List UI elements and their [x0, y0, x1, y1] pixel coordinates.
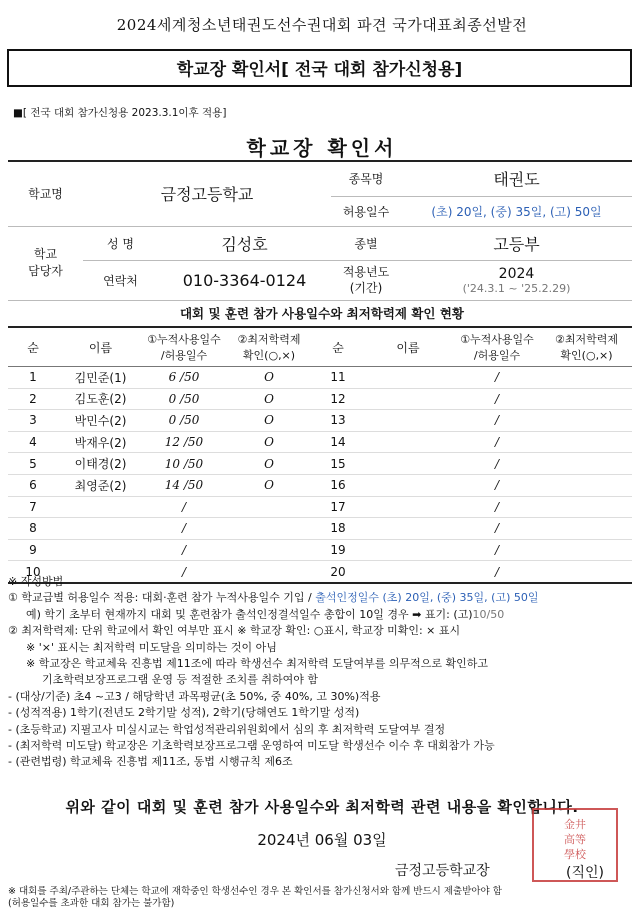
- footer-line-2: (허용일수를 초과한 대회 참가는 불가함): [8, 898, 175, 909]
- guide-line-5: ※ 학교장은 학교체육 진흥법 제11조에 따라 학생선수 최저학력 도달여부를 의무적으로 확인하고: [26, 657, 488, 671]
- row-check: O: [225, 410, 313, 432]
- row-name: 최영준(2): [58, 474, 143, 496]
- row-days: /: [143, 518, 225, 540]
- row-num-2: 18: [313, 518, 363, 540]
- row-days: 0 /50: [143, 388, 225, 410]
- row-check-2: [541, 453, 632, 475]
- row-name-2: [363, 518, 453, 540]
- header-num-2: 순: [313, 327, 363, 367]
- guide-line-2: 예) 학기 초부터 현재까지 대회 및 훈련참가 출석인정결석일수 총합이 10일 경우 ➡ 표기: (고)10/50: [26, 607, 505, 621]
- list-header-row: [8, 327, 632, 367]
- table-row: [8, 539, 632, 561]
- row-days: /: [143, 496, 225, 518]
- header-days: ①누적사용일수 /허용일수: [143, 327, 225, 367]
- row-num-2: 17: [313, 496, 363, 518]
- row-days-2: /: [453, 539, 541, 561]
- row-name-2: [363, 388, 453, 410]
- row-name-2: [363, 539, 453, 561]
- row-check: O: [225, 474, 313, 496]
- guide-line-6: 기초학력보장프로그램 운영 등 적절한 조치를 취하여야 함: [42, 673, 319, 687]
- header-check: ②최저학력제 확인(○,×): [225, 327, 313, 367]
- sport-label: 종목명: [331, 161, 401, 196]
- header-days-2: ①누적사용일수 /허용일수: [453, 327, 541, 367]
- row-num: 7: [8, 496, 58, 518]
- row-days: 6 /50: [143, 367, 225, 389]
- school-label: 학교명: [8, 161, 83, 226]
- row-name: 박민수(2): [58, 410, 143, 432]
- confirm-date: 2024년 06월 03일: [257, 831, 387, 849]
- division-value: 고등부: [401, 226, 632, 260]
- table-row: [8, 474, 632, 496]
- row-check-2: [541, 388, 632, 410]
- row-num-2: 20: [313, 561, 363, 583]
- table-row: [8, 453, 632, 475]
- row-check-2: [541, 518, 632, 540]
- header-num: 순: [8, 327, 58, 367]
- guide-title: ※ 작성방법: [8, 575, 64, 588]
- row-check-2: [541, 539, 632, 561]
- row-name-2: [363, 410, 453, 432]
- row-name-2: [363, 474, 453, 496]
- row-days-2: /: [453, 410, 541, 432]
- division-label: 종별: [331, 226, 401, 260]
- row-name: [58, 539, 143, 561]
- official-seal-icon: 金井 高等 學校: [532, 808, 618, 882]
- name-value: 김성호: [221, 234, 268, 254]
- table-row: [8, 496, 632, 518]
- confirm-statement: 위와 같이 대회 및 훈련 참가 사용일수와 최저학력 관련 내용을 확인합니다.: [65, 798, 579, 816]
- row-days-2: /: [453, 367, 541, 389]
- table-row: [8, 367, 632, 389]
- row-days: 0 /50: [143, 410, 225, 432]
- row-num-2: 12: [313, 388, 363, 410]
- row-num: 5: [8, 453, 58, 475]
- row-name: 김도훈(2): [58, 388, 143, 410]
- guide-line-4: ※ '×' 표시는 최저학력 미도달을 의미하는 것이 아님: [26, 640, 277, 654]
- guide-section: [8, 574, 632, 771]
- guide-line-7: - (대상/기준) 초4 ~고3 / 해당학년 과목평균(초 50%, 중 40%, 고 30%)적용: [8, 689, 381, 703]
- guide-line-10: - (최저학력 미도달) 학교장은 기초학력보장프로그램 운영하여 미도달 학생선수 이수 후 대회참가 가능: [8, 739, 495, 753]
- row-check: O: [225, 388, 313, 410]
- row-days-2: /: [453, 474, 541, 496]
- allow-value: (초) 20일, (중) 35일, (고) 50일: [401, 196, 632, 226]
- contact-label: 연락처: [103, 273, 138, 288]
- row-days-2: /: [453, 496, 541, 518]
- row-name-2: [363, 367, 453, 389]
- list-body: [8, 367, 632, 583]
- sport-value: 태권도: [401, 161, 632, 196]
- footer-note: [8, 886, 632, 910]
- row-num-2: 14: [313, 431, 363, 453]
- seal-label: (직인): [566, 865, 604, 881]
- list-title: 대회 및 훈련 참가 사용일수와 최저학력제 확인 현황: [179, 306, 465, 321]
- year-value: 2024: [498, 265, 535, 282]
- row-name-2: [363, 496, 453, 518]
- row-days-2: /: [453, 453, 541, 475]
- header-check-2: ②최저학력제 확인(○,×): [541, 327, 632, 367]
- form-title-box: 학교장 확인서[ 전국 대회 참가신청용]: [7, 49, 632, 87]
- row-name: 박재우(2): [58, 431, 143, 453]
- header-name: 이름: [58, 327, 143, 367]
- row-days-2: /: [453, 518, 541, 540]
- guide-line-1: ① 학교급별 허용일수 적용: 대회·훈련 참가 누적사용일수 기입 / 출석인정일수 (초) 20일, (중) 35일, (고) 50일: [8, 591, 539, 605]
- event-title: 2024세계청소년태권도선수권대회 파견 국가대표최종선발전: [116, 16, 528, 34]
- row-check: [225, 496, 313, 518]
- row-name: 이태경(2): [58, 453, 143, 475]
- table-row: [8, 410, 632, 432]
- row-check-2: [541, 367, 632, 389]
- row-num: 4: [8, 431, 58, 453]
- period-value: ('24.3.1 ~ '25.2.29): [462, 281, 571, 295]
- allow-label: 허용일수: [331, 196, 401, 226]
- row-days-2: /: [453, 431, 541, 453]
- student-list-table: [8, 326, 632, 584]
- row-num: 1: [8, 367, 58, 389]
- row-days: 12 /50: [143, 431, 225, 453]
- guide-line-11: - (관련법령) 학교체육 진흥법 제11조, 동법 시행규칙 제6조: [8, 755, 293, 769]
- row-num: 6: [8, 474, 58, 496]
- row-days-2: /: [453, 388, 541, 410]
- manager-label: 학교 담당자: [8, 226, 83, 300]
- row-check-2: [541, 431, 632, 453]
- info-table: [8, 160, 632, 301]
- row-num: 3: [8, 410, 58, 432]
- contact-value: 010-3364-0124: [182, 270, 307, 290]
- row-name: [58, 518, 143, 540]
- row-check: O: [225, 431, 313, 453]
- row-days-2: /: [453, 561, 541, 583]
- row-check: O: [225, 453, 313, 475]
- row-num: 8: [8, 518, 58, 540]
- signer-name: 금정고등학교장: [395, 863, 490, 879]
- row-check: [225, 518, 313, 540]
- guide-line-3: ② 최저학력제: 단위 학교에서 확인 여부만 표시 ※ 학교장 확인: ○표시, 학교장 미확인: × 표시: [8, 624, 461, 638]
- row-num-2: 15: [313, 453, 363, 475]
- row-check-2: [541, 474, 632, 496]
- table-row: [8, 431, 632, 453]
- row-num-2: 11: [313, 367, 363, 389]
- row-num: 2: [8, 388, 58, 410]
- form-note: ■[ 전국 대회 참가신청용 2023.3.1이후 적용]: [13, 107, 227, 119]
- header-name-2: 이름: [363, 327, 453, 367]
- row-name-2: [363, 453, 453, 475]
- table-row: [8, 388, 632, 410]
- row-num-2: 19: [313, 539, 363, 561]
- guide-line-8: - (성적적용) 1학기(전년도 2학기말 성적), 2학기(당해연도 1학기말 성적): [8, 706, 360, 720]
- guide-line-9: - (초등학교) 지필고사 미실시교는 학업성적관리위원회에서 심의 후 최저학력 도달여부 결정: [8, 722, 446, 736]
- row-name: [58, 496, 143, 518]
- row-name-2: [363, 431, 453, 453]
- row-days: /: [143, 539, 225, 561]
- row-check-2: [541, 410, 632, 432]
- row-num-2: 13: [313, 410, 363, 432]
- row-check-2: [541, 496, 632, 518]
- row-days: 10 /50: [143, 453, 225, 475]
- school-value: 금정고등학교: [83, 161, 331, 226]
- row-check: [225, 539, 313, 561]
- row-days: /: [143, 561, 225, 583]
- row-num: 10: [8, 561, 58, 583]
- row-check: O: [225, 367, 313, 389]
- row-num: 9: [8, 539, 58, 561]
- name-label: 성 명: [107, 236, 134, 251]
- table-row: [8, 518, 632, 540]
- main-title: 학교장 확인서: [246, 136, 398, 160]
- year-label: 적용년도 (기간): [331, 260, 401, 300]
- row-num-2: 16: [313, 474, 363, 496]
- row-days: 14 /50: [143, 474, 225, 496]
- footer-line-1: ※ 대회를 주최/주관하는 단체는 학교에 재학중인 학생선수인 경우 본 확인서를 참가신청서와 함께 반드시 제출받아야 함: [8, 886, 502, 897]
- row-name: 김민준(1): [58, 367, 143, 389]
